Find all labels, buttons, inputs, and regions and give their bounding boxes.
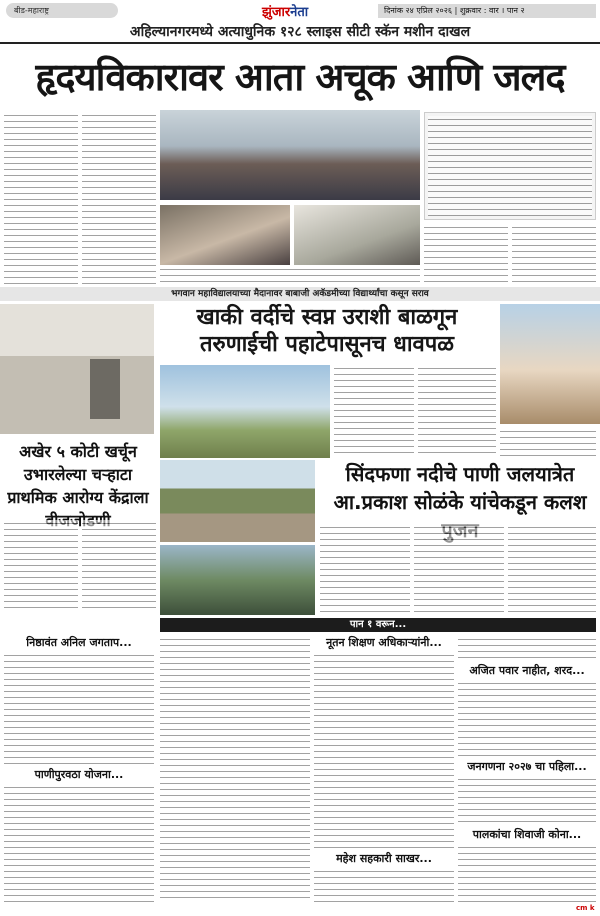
story1-column-2	[82, 112, 156, 284]
story3-headline: अखेर ५ कोटी खर्चून उभारलेल्या चऱ्हाटा प्राथमिक आरोग्य केंद्राला	[7, 442, 149, 507]
continued-col-3a	[314, 652, 454, 848]
continued-col-4c	[458, 776, 596, 826]
continued-sub-4: पाणीपुरवठा योजना...	[4, 768, 154, 782]
story1-kicker: अहिल्यानगरमध्ये अत्याधुनिक १२८ स्लाइस सीटी स्कॅन मशीन दाखल	[0, 22, 600, 44]
story1-caption	[160, 266, 420, 284]
continued-col-1a	[4, 652, 154, 764]
story4-headline: सिंदफणा नदीचे पाणी जलयात्रेत आ.प्रकाश सोळंके यांचेकडून कलश	[333, 462, 587, 514]
story2-photo-runners	[500, 304, 600, 424]
continued-col-1b	[4, 784, 154, 902]
continued-sub-5: महेश सहकारी साखर...	[314, 852, 454, 866]
continued-band: पान १ वरून...	[160, 618, 596, 632]
story2-column-3	[500, 428, 596, 456]
story3-column-1	[4, 520, 78, 612]
story2-column-1	[334, 365, 414, 457]
story1-highlight-text	[428, 116, 592, 216]
continued-col-4b	[458, 680, 596, 758]
story4-column-2	[414, 524, 504, 614]
story2-banner: भगवान महाविद्यालयाच्या मैदानावर बाबाजी अकॅडमीच्या विद्यार्थ्यांचा कसून सराव	[0, 287, 600, 301]
brand-part-a: झुंजार	[262, 5, 291, 20]
print-mark: cm k	[576, 904, 595, 912]
masthead-bar	[0, 0, 600, 22]
story4-column-1	[320, 524, 410, 614]
story2-column-2	[418, 365, 496, 457]
story1-photo-left	[160, 205, 290, 265]
location-label: बीड-महाराष्ट्र	[6, 3, 118, 18]
story1-headline: हृदयविकारावर आता अचूक आणि जलद	[35, 55, 565, 99]
story4-column-3	[508, 524, 596, 614]
continued-col-2	[160, 636, 310, 902]
story1-column-4	[512, 224, 596, 284]
story2-headline: खाकी वर्दीचे स्वप्न उराशी बाळगून तरुणाईची पहाटेपासूनच धावपळ	[196, 305, 458, 357]
story1-column-1	[4, 112, 78, 284]
story2-photo-ground	[160, 365, 330, 458]
date-line: दिनांक २४ एप्रिल २०२६ | शुक्रवार : वार । पान २	[378, 4, 596, 18]
newspaper-brand	[262, 2, 308, 20]
continued-sub-7: जनगणना २०२७ चा पहिला...	[458, 760, 596, 774]
continued-col-4a	[458, 636, 596, 662]
story3-column-2	[82, 520, 156, 612]
story1-photo-main	[160, 110, 420, 200]
brand-part-b: नेता	[290, 5, 309, 20]
story1-column-3	[424, 224, 508, 284]
continued-sub-2: नूतन शिक्षण अधिकाऱ्यांनी...	[314, 636, 454, 650]
story4-photo-dam	[160, 545, 315, 615]
continued-sub-3: अजित पवार नाहीत, शरद...	[458, 664, 596, 678]
continued-sub-1: निष्ठावंत अनिल जगताप...	[4, 636, 154, 650]
continued-sub-6: पालकांचा शिवाजी कोना...	[458, 828, 596, 842]
story4-photo-river	[160, 460, 315, 542]
continued-col-3b	[314, 868, 454, 902]
story1-photo-right	[294, 205, 420, 265]
door-shape	[90, 359, 120, 419]
story3-photo-building	[0, 304, 154, 434]
continued-col-4d	[458, 844, 596, 902]
